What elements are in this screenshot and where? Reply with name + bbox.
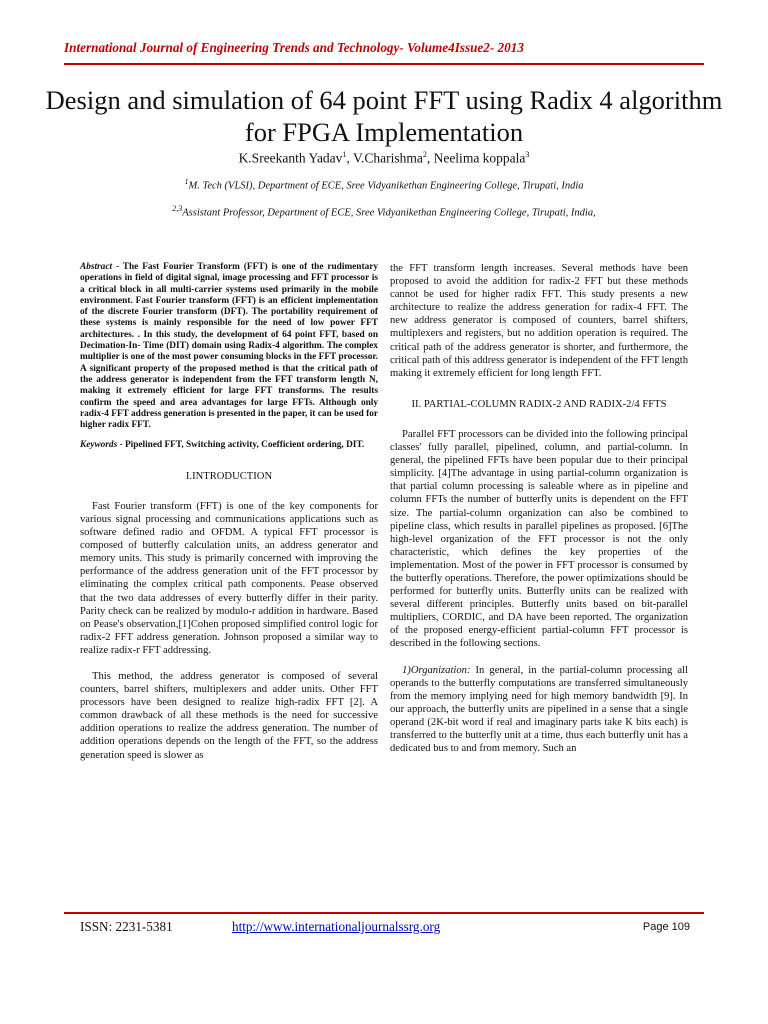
paragraph: Parallel FFT processors can be divided into the following principal classes' fully parallel, pipelined, column, and partial-column. In general, the pipelined FFTs have been popular due to their principal simplicity. [4]The advantage in using partial-column organization is that partial column processing is saleable where as in pipeline and column FFTs the number of butterfly units is dependent on the FFT size. The partial-column organization can also be combined to pipeline class, which results in parallel pipelines as proposed. [6]The high-level organization of the FFT processor is not the only characteristic, which defines the key properties of the implementation. Most of the power in FFT processor is consumed by the butterfly operations. Therefore, the power optimizations should be performed for butterfly units. Butterfly units can be realized with several different principles. Butterfly units based on bit-parallel multipliers, CORDIC, and DA have been reported. The organization of the proposed energy-efficient partial-column FFT processor is described in the following sections. — [390, 428, 688, 650]
affiliation-sup: 1 — [184, 177, 189, 186]
affiliation-2 — [40, 204, 728, 219]
author-sup: 1 — [342, 150, 347, 159]
left-column — [80, 262, 378, 762]
abstract — [80, 262, 378, 431]
header-rule — [64, 63, 704, 65]
author-name: Neelima koppala — [433, 150, 526, 166]
journal-header: International Journal of Engineering Trends and Technology- Volume4Issue2- 2013 — [64, 40, 524, 55]
author-name: K.Sreekanth Yadav — [238, 150, 343, 166]
paragraph-organization — [390, 664, 688, 756]
affiliation-1 — [40, 177, 728, 192]
journal-link[interactable]: http://www.internationaljournalssrg.org — [232, 919, 441, 934]
paragraph: This method, the address generator is composed of several counters, barrel shifters, multiplexers and adder units. Other FFT processors have been designed to realize high-radix FFT [2]. A common drawback of all these methods is the need for successive addition operations to realize the address generation. The number of addition operations depends on the length of the FFT, so the address generation speed is slower as — [80, 670, 378, 761]
keywords-text: - Pipelined FFT, Switching activity, Coefficient ordering, DIT. — [119, 440, 365, 451]
abstract-label: Abstract — [80, 262, 113, 272]
author-sup: 3 — [525, 150, 530, 159]
organization-text: In general, in the partial-column processing all operands to the butterfly computations are transferred simultaneously from the memory implying need for high memory bandwidth [9]. In our approach, the butterfly units are pipelined in a sense that a single operand (2K-bit word if real and imaginary parts take K bits each) is transferred to the butterfly unit at a time, thus each butterfly unit has a dedicated bus to and from memory. Such an — [390, 664, 688, 755]
section-heading-introduction: I.INTRODUCTION — [185, 470, 273, 482]
author-sup: 2 — [422, 150, 427, 159]
keywords-label: Keywords — [80, 440, 118, 451]
author-name: V.Charishma — [352, 150, 423, 166]
keywords — [80, 440, 378, 451]
section-heading-partial-column: II. PARTIAL-COLUMN RADIX-2 AND RADIX-2/4 FFTS — [411, 398, 667, 410]
paper-title: Design and simulation of 64 point FFT using Radix 4 algorithm for FPGA Implementation — [45, 85, 723, 147]
affiliation-text: M. Tech (VLSI), Department of ECE, Sree Vidyanikethan Engineering College, Tirupati, India — [188, 180, 584, 192]
issn: ISSN: 2231-5381 — [80, 919, 173, 934]
affiliation-text: Assistant Professor, Department of ECE, Sree Vidyanikethan Engineering College, Tirupati, India, — [182, 207, 596, 219]
page-number: Page 109 — [642, 921, 690, 933]
right-column — [390, 262, 688, 755]
subheading-organization: 1)Organization: — [402, 664, 471, 676]
abstract-text: - The Fast Fourier Transform (FFT) is one of the rudimentary operations in field of digital signal, image processing and FFT processor is a critical block in all multi-carrier systems used primarily in the mobile environment. Fast Fourier transform (FFT) is an efficient implementation of the discrete Fourier transform (DFT). The portability requirement of these systems is mainly responsible for the need of low power FFT architectures. . In this study, the development of 64 point FFT, based on Decimation-In- Time (DIT) domain using Radix-4 algorithm. The complex multiplier is one of the most power consuming blocks in the FFT processor. A significant property of the proposed method is that the critical path of the address generator is independent from the FFT transform length N, making it extremely efficient for large FFT transforms. The results confirm the speed and area advantages for large FFTs. Although only radix-4 FFT address generation is presented in the paper, it can be used for higher radix FFT. — [80, 262, 379, 431]
paragraph-continued: the FFT transform length increases. Several methods have been proposed to avoid the addition for radix-2 FFT but these methods cannot be used for higher radix FFT. This study presents a new architecture to realize the address generation for radix-4 FFT. The new address generator is composed of counters, barrel shifters, multiplexers and registers, but no addition operation is required. The critical path of the address generator is shorter, and furthermore, the critical path of this address generator is independent of the FFT length making it extremely efficient for long length FFT. — [390, 263, 688, 379]
affiliation-sup: 2,3 — [172, 204, 183, 213]
footer — [80, 919, 690, 937]
author-list: K.Sreekanth Yadav$^1$, V.Charishma$^2$, Neelima koppala$^3$ — [238, 150, 530, 166]
paragraph: Fast Fourier transform (FFT) is one of the key components for various signal processing and communications applications such as software defined radio and OFDM. A typical FFT processor is composed of butterfly calculation units, an address generator and memory units. This study is primarily concerned with improving the performance of the address generation unit of the FFT processor by eliminating the complex critical path components. Pease observed that the two data addresses of every butterfly differ in their parity. Parity check can be realized by modulo-r addition in hardware. Based on Pease's observation,[1]Cohen proposed simplified control logic for radix-2 FFT address generation. Johnson proposed a similar way to realize radix-r FFT addressing. — [80, 500, 378, 656]
footer-rule — [64, 912, 704, 914]
